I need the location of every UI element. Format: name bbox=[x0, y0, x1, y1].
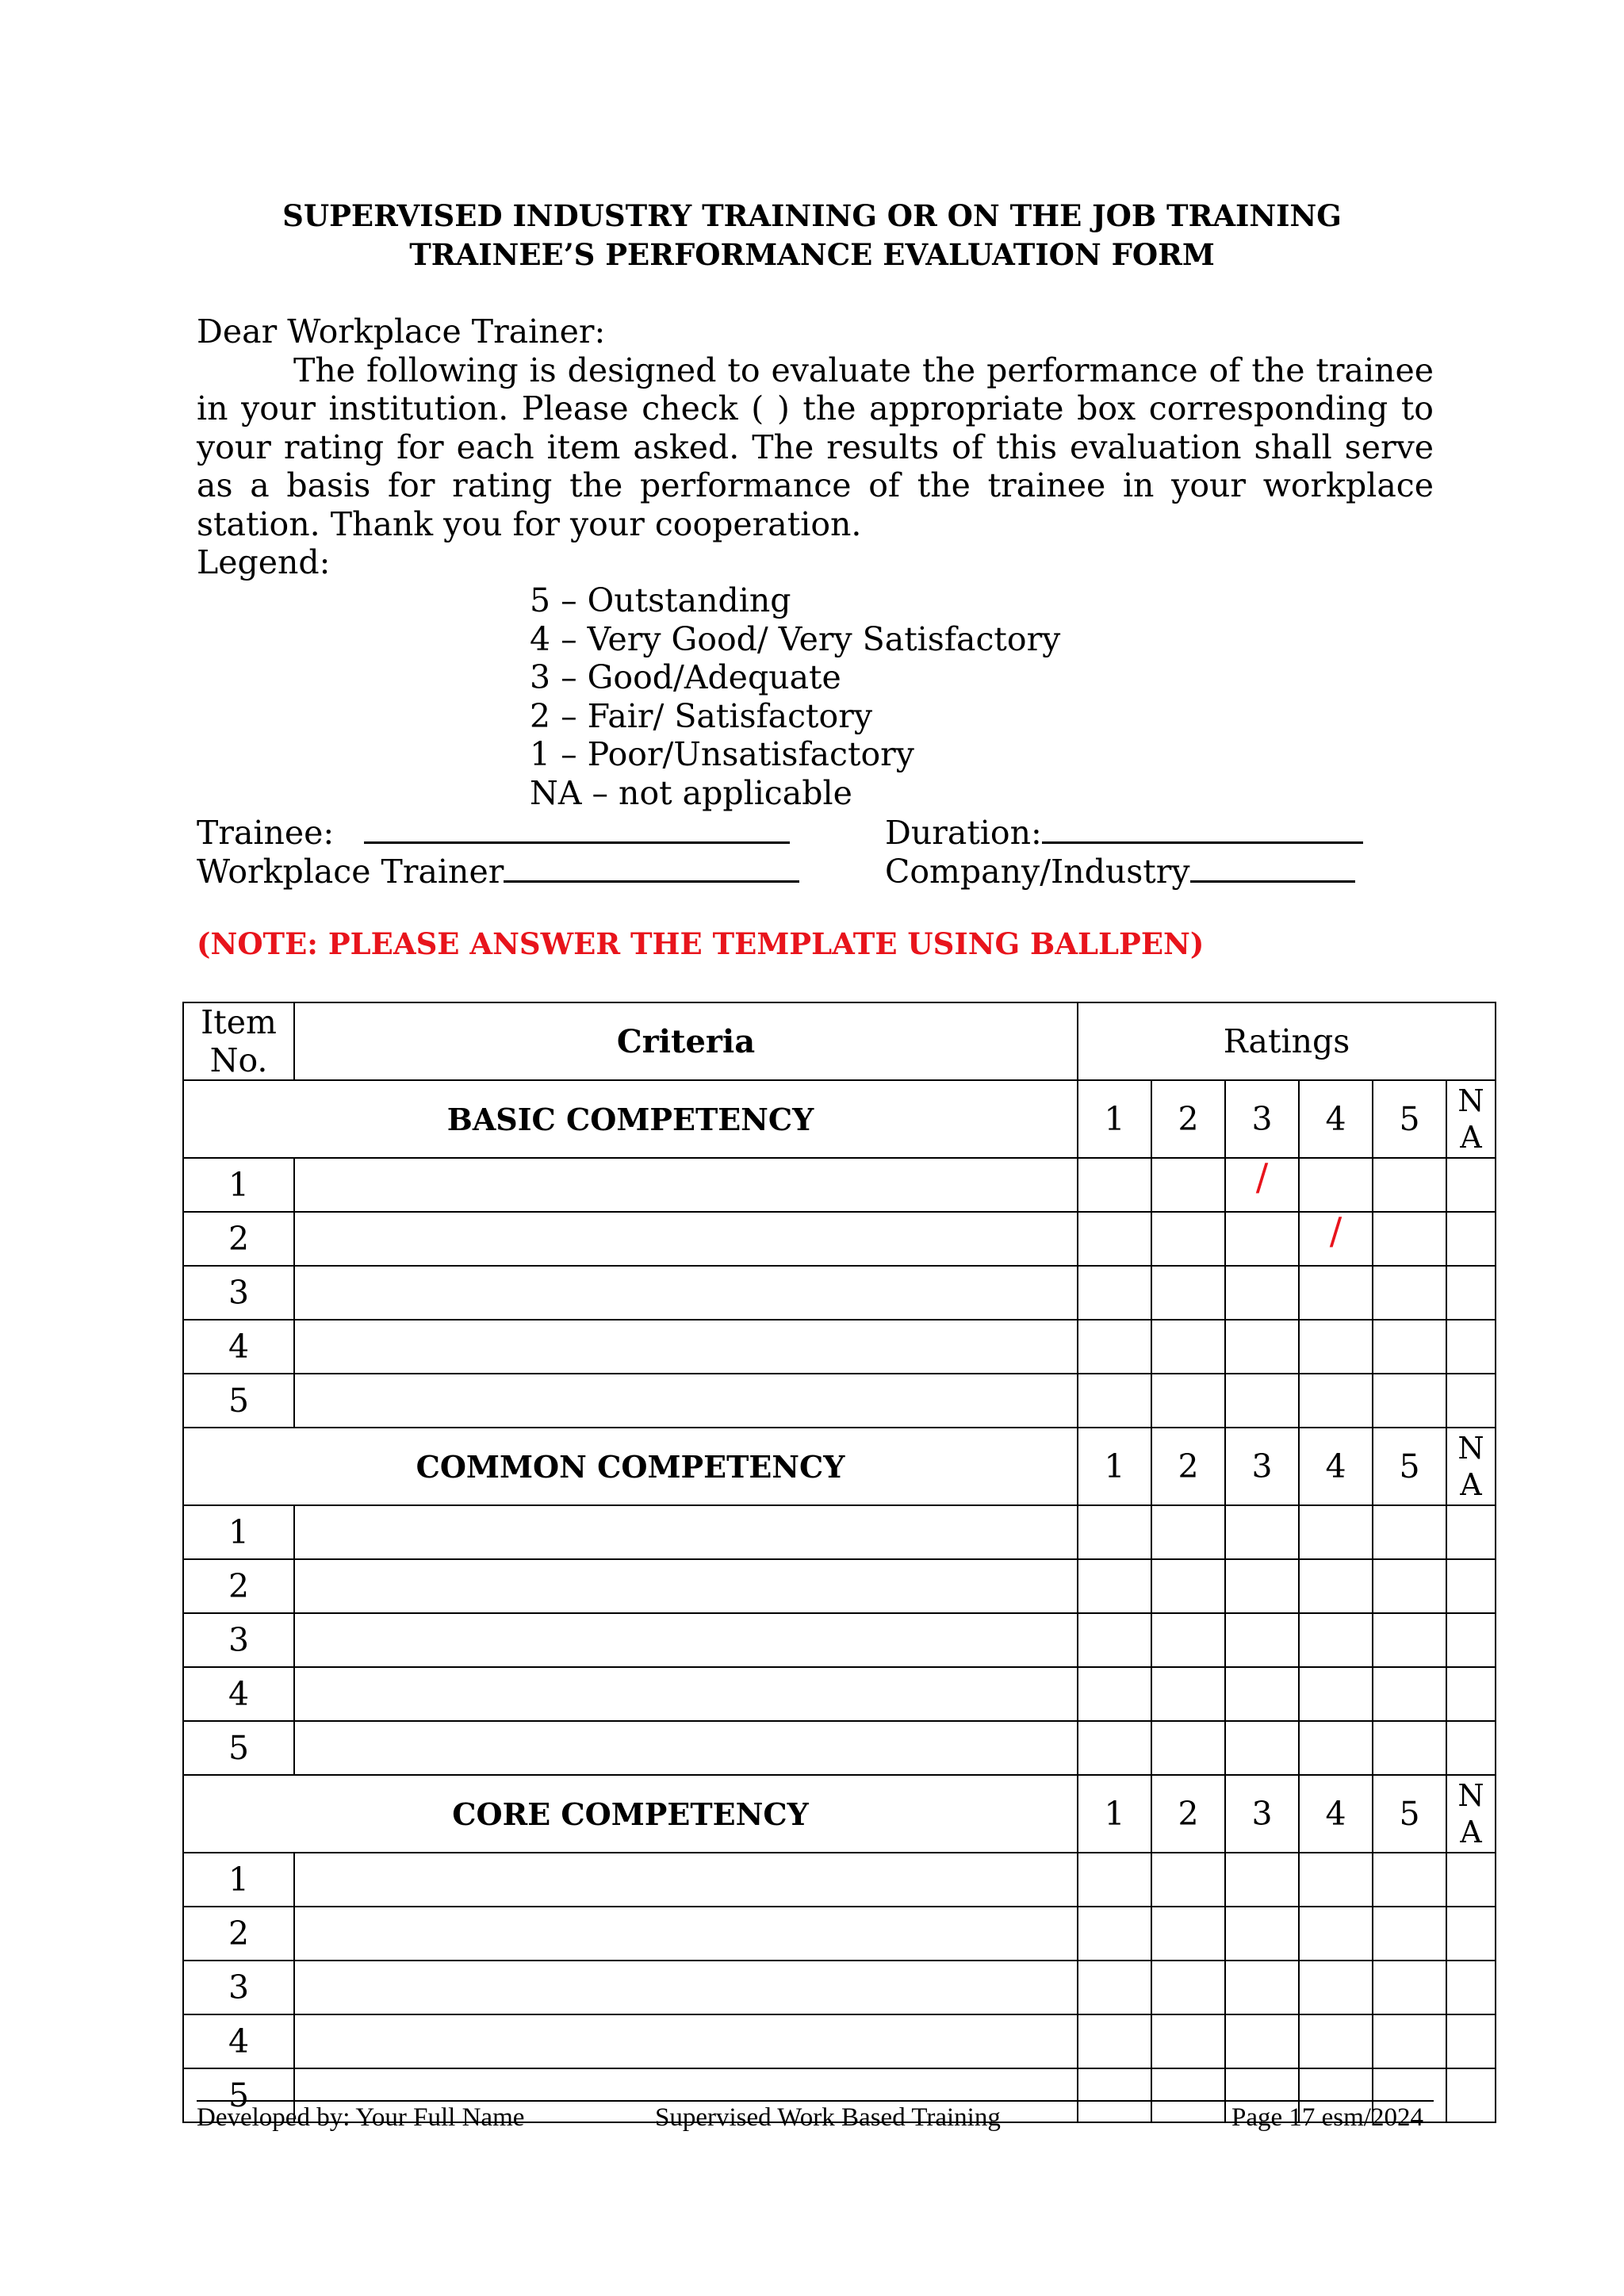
rating-cell-na[interactable] bbox=[1446, 1559, 1496, 1613]
rating-cell-4[interactable] bbox=[1299, 1853, 1373, 1907]
rating-scale-label: 4 bbox=[1299, 1775, 1373, 1853]
table-row bbox=[183, 1212, 1496, 1266]
rating-cell-4[interactable] bbox=[1299, 1505, 1373, 1559]
footer-developed-by: Developed by: Your Full Name bbox=[197, 2103, 525, 2132]
rating-scale-label: 4 bbox=[1299, 1080, 1373, 1158]
section-title: BASIC COMPETENCY bbox=[183, 1080, 1078, 1158]
item-number: 1 bbox=[183, 1158, 294, 1212]
legend-list bbox=[530, 581, 1060, 812]
legend-item: 1 – Poor/Unsatisfactory bbox=[530, 735, 914, 773]
rating-cell-2[interactable] bbox=[1151, 1158, 1225, 1212]
criteria-cell[interactable] bbox=[294, 1266, 1078, 1320]
rating-cell-2[interactable] bbox=[1151, 1559, 1225, 1613]
legend-item: 3 – Good/Adequate bbox=[530, 658, 841, 696]
rating-cell-5[interactable] bbox=[1373, 2014, 1446, 2068]
table-row bbox=[183, 1158, 1496, 1212]
rating-cell-1[interactable] bbox=[1078, 2068, 1151, 2122]
criteria-cell[interactable] bbox=[294, 1158, 1078, 1212]
rating-scale-label: 5 bbox=[1373, 1775, 1446, 1853]
duration-field bbox=[885, 814, 1363, 852]
duration-label: Duration: bbox=[885, 814, 1042, 852]
rating-cell-5[interactable] bbox=[1373, 1158, 1446, 1212]
table-row bbox=[183, 1721, 1496, 1775]
table-row bbox=[183, 1374, 1496, 1428]
table-row bbox=[183, 1266, 1496, 1320]
rating-cell-3[interactable] bbox=[1225, 1559, 1299, 1613]
na-label-bottom: A bbox=[1460, 1467, 1482, 1502]
section-header-row bbox=[183, 1428, 1496, 1505]
criteria-cell[interactable] bbox=[294, 1559, 1078, 1613]
footer-page: Page 17 esm/2024 bbox=[1231, 2103, 1423, 2132]
rating-cell-3[interactable] bbox=[1225, 1320, 1299, 1374]
rating-cell-4[interactable] bbox=[1299, 1961, 1373, 2014]
legend-item: 5 – Outstanding bbox=[530, 581, 791, 619]
rating-scale-label: 3 bbox=[1225, 1775, 1299, 1853]
rating-cell-3[interactable] bbox=[1225, 1158, 1299, 1212]
form-title-line-2: TRAINEE’S PERFORMANCE EVALUATION FORM bbox=[409, 237, 1215, 272]
criteria-cell[interactable] bbox=[294, 1505, 1078, 1559]
rating-cell-3[interactable] bbox=[1225, 1853, 1299, 1907]
rating-cell-na[interactable] bbox=[1446, 1853, 1496, 1907]
rating-cell-na[interactable] bbox=[1446, 1158, 1496, 1212]
item-number: 2 bbox=[183, 1559, 294, 1613]
form-title-line-1: SUPERVISED INDUSTRY TRAINING OR ON THE JOB TRAINING bbox=[282, 198, 1342, 233]
rating-cell-5[interactable] bbox=[1373, 1907, 1446, 1961]
table-row bbox=[183, 1320, 1496, 1374]
rating-cell-3[interactable] bbox=[1225, 1961, 1299, 2014]
rating-cell-na[interactable] bbox=[1446, 1374, 1496, 1428]
rating-cell-4[interactable] bbox=[1299, 1158, 1373, 1212]
table-row bbox=[183, 1961, 1496, 2014]
rating-scale-label: 3 bbox=[1225, 1080, 1299, 1158]
legend-item: 2 – Fair/ Satisfactory bbox=[530, 696, 872, 735]
evaluation-table bbox=[182, 1002, 1496, 2123]
criteria-cell[interactable] bbox=[294, 1667, 1078, 1721]
criteria-cell[interactable] bbox=[294, 1613, 1078, 1667]
company-field bbox=[885, 853, 1355, 891]
rating-cell-na[interactable] bbox=[1446, 1907, 1496, 1961]
rating-scale-label: 2 bbox=[1151, 1428, 1225, 1505]
rating-cell-1[interactable] bbox=[1078, 1266, 1151, 1320]
item-number: 1 bbox=[183, 1853, 294, 1907]
rating-cell-3[interactable] bbox=[1225, 1374, 1299, 1428]
check-mark: / bbox=[1329, 1209, 1342, 1252]
rating-cell-2[interactable] bbox=[1151, 1505, 1225, 1559]
rating-cell-1[interactable] bbox=[1078, 1158, 1151, 1212]
section-header-row bbox=[183, 1775, 1496, 1853]
rating-cell-1[interactable] bbox=[1078, 1320, 1151, 1374]
rating-cell-4[interactable] bbox=[1299, 1266, 1373, 1320]
rating-scale-label: 2 bbox=[1151, 1775, 1225, 1853]
criteria-cell[interactable] bbox=[294, 1961, 1078, 2014]
workplace-trainer-field bbox=[197, 853, 799, 891]
rating-cell-3[interactable] bbox=[1225, 1907, 1299, 1961]
rating-cell-na[interactable] bbox=[1446, 1266, 1496, 1320]
rating-cell-4[interactable] bbox=[1299, 1374, 1373, 1428]
rating-cell-1[interactable] bbox=[1078, 1721, 1151, 1775]
criteria-cell[interactable] bbox=[294, 1320, 1078, 1374]
rating-cell-5[interactable] bbox=[1373, 1559, 1446, 1613]
rating-scale-label: 5 bbox=[1373, 1080, 1446, 1158]
rating-cell-2[interactable] bbox=[1151, 1320, 1225, 1374]
item-number: 1 bbox=[183, 1505, 294, 1559]
rating-cell-4[interactable] bbox=[1299, 1721, 1373, 1775]
company-blank[interactable] bbox=[1190, 853, 1355, 883]
rating-cell-3[interactable] bbox=[1225, 1212, 1299, 1266]
rating-cell-1[interactable] bbox=[1078, 1212, 1151, 1266]
rating-scale-label: 3 bbox=[1225, 1428, 1299, 1505]
item-number: 5 bbox=[183, 1374, 294, 1428]
rating-cell-2[interactable] bbox=[1151, 1907, 1225, 1961]
rating-cell-na[interactable] bbox=[1446, 1667, 1496, 1721]
rating-cell-5[interactable] bbox=[1373, 1266, 1446, 1320]
rating-cell-5[interactable] bbox=[1373, 1320, 1446, 1374]
rating-cell-1[interactable] bbox=[1078, 1961, 1151, 2014]
na-label bbox=[1446, 1428, 1496, 1505]
duration-blank[interactable] bbox=[1042, 815, 1363, 844]
rating-scale-label: 1 bbox=[1078, 1775, 1151, 1853]
rating-cell-2[interactable] bbox=[1151, 1961, 1225, 2014]
rating-cell-na[interactable] bbox=[1446, 1961, 1496, 2014]
rating-cell-5[interactable] bbox=[1373, 1613, 1446, 1667]
rating-cell-5[interactable] bbox=[1373, 1721, 1446, 1775]
table-row bbox=[183, 1907, 1496, 1961]
rating-cell-2[interactable] bbox=[1151, 1667, 1225, 1721]
item-number: 3 bbox=[183, 1266, 294, 1320]
section-header-row bbox=[183, 1080, 1496, 1158]
ratings-header: Ratings bbox=[1078, 1002, 1496, 1080]
criteria-cell[interactable] bbox=[294, 1907, 1078, 1961]
item-number: 2 bbox=[183, 1212, 294, 1266]
rating-scale-label: 5 bbox=[1373, 1428, 1446, 1505]
item-number: 3 bbox=[183, 1961, 294, 2014]
rating-cell-3[interactable] bbox=[1225, 1613, 1299, 1667]
legend-label: Legend: bbox=[197, 543, 331, 581]
rating-cell-3[interactable] bbox=[1225, 1266, 1299, 1320]
rating-cell-na[interactable] bbox=[1446, 1721, 1496, 1775]
rating-cell-na[interactable] bbox=[1446, 2068, 1496, 2122]
table-row bbox=[183, 1613, 1496, 1667]
item-number: 3 bbox=[183, 1613, 294, 1667]
ballpen-note: (NOTE: PLEASE ANSWER THE TEMPLATE USING BALLPEN) bbox=[197, 926, 1205, 961]
rating-cell-1[interactable] bbox=[1078, 1559, 1151, 1613]
na-label bbox=[1446, 1080, 1496, 1158]
na-label-bottom: A bbox=[1460, 1120, 1482, 1155]
criteria-header: Criteria bbox=[294, 1002, 1078, 1080]
criteria-cell[interactable] bbox=[294, 1721, 1078, 1775]
na-label-top: N bbox=[1457, 1431, 1484, 1466]
table-row bbox=[183, 1667, 1496, 1721]
rating-cell-4[interactable] bbox=[1299, 1320, 1373, 1374]
criteria-cell[interactable] bbox=[294, 1212, 1078, 1266]
rating-cell-1[interactable] bbox=[1078, 1907, 1151, 1961]
rating-cell-2[interactable] bbox=[1151, 1374, 1225, 1428]
rating-cell-2[interactable] bbox=[1151, 1613, 1225, 1667]
rating-cell-2[interactable] bbox=[1151, 2068, 1225, 2122]
item-number: 5 bbox=[183, 1721, 294, 1775]
na-label-bottom: A bbox=[1460, 1815, 1482, 1849]
rating-cell-5[interactable] bbox=[1373, 1374, 1446, 1428]
check-mark: / bbox=[1255, 1156, 1269, 1198]
rating-cell-3[interactable] bbox=[1225, 1721, 1299, 1775]
rating-scale-label: 4 bbox=[1299, 1428, 1373, 1505]
rating-cell-3[interactable] bbox=[1225, 1505, 1299, 1559]
rating-cell-4[interactable] bbox=[1299, 1559, 1373, 1613]
rating-cell-2[interactable] bbox=[1151, 2014, 1225, 2068]
rating-cell-1[interactable] bbox=[1078, 2014, 1151, 2068]
item-number: 4 bbox=[183, 2014, 294, 2068]
rating-cell-4[interactable] bbox=[1299, 1907, 1373, 1961]
legend-item: NA – not applicable bbox=[530, 773, 852, 812]
rating-cell-1[interactable] bbox=[1078, 1667, 1151, 1721]
intro-block bbox=[197, 312, 1434, 582]
table-row bbox=[183, 1559, 1496, 1613]
section-title: CORE COMPETENCY bbox=[183, 1775, 1078, 1853]
rating-cell-5[interactable] bbox=[1373, 1961, 1446, 2014]
section-title: COMMON COMPETENCY bbox=[183, 1428, 1078, 1505]
rating-cell-3[interactable] bbox=[1225, 1667, 1299, 1721]
legend-item: 4 – Very Good/ Very Satisfactory bbox=[530, 619, 1061, 658]
criteria-cell[interactable] bbox=[294, 1853, 1078, 1907]
item-no-header: Item No. bbox=[183, 1002, 294, 1080]
rating-cell-1[interactable] bbox=[1078, 1505, 1151, 1559]
footer-center: Supervised Work Based Training bbox=[655, 2103, 1001, 2132]
rating-cell-4[interactable] bbox=[1299, 1667, 1373, 1721]
table-header-row bbox=[183, 1002, 1496, 1080]
company-label: Company/Industry bbox=[885, 853, 1190, 891]
rating-cell-5[interactable] bbox=[1373, 1667, 1446, 1721]
rating-cell-na[interactable] bbox=[1446, 2014, 1496, 2068]
rating-cell-2[interactable] bbox=[1151, 1212, 1225, 1266]
workplace-trainer-blank[interactable] bbox=[504, 853, 799, 883]
na-label-top: N bbox=[1457, 1778, 1484, 1813]
table-row bbox=[183, 2014, 1496, 2068]
table-row bbox=[183, 1505, 1496, 1559]
rating-cell-5[interactable] bbox=[1373, 1505, 1446, 1559]
rating-cell-2[interactable] bbox=[1151, 1853, 1225, 1907]
rating-cell-1[interactable] bbox=[1078, 1853, 1151, 1907]
rating-cell-4[interactable] bbox=[1299, 1613, 1373, 1667]
rating-scale-label: 1 bbox=[1078, 1428, 1151, 1505]
trainee-field bbox=[197, 814, 790, 852]
rating-cell-na[interactable] bbox=[1446, 1505, 1496, 1559]
rating-cell-na[interactable] bbox=[1446, 1212, 1496, 1266]
criteria-cell[interactable] bbox=[294, 2014, 1078, 2068]
rating-cell-1[interactable] bbox=[1078, 1613, 1151, 1667]
rating-cell-na[interactable] bbox=[1446, 1613, 1496, 1667]
rating-scale-label: 1 bbox=[1078, 1080, 1151, 1158]
rating-cell-2[interactable] bbox=[1151, 1266, 1225, 1320]
rating-cell-4[interactable] bbox=[1299, 1209, 1373, 1266]
rating-cell-5[interactable] bbox=[1373, 1212, 1446, 1266]
rating-cell-3[interactable] bbox=[1225, 2014, 1299, 2068]
rating-cell-4[interactable] bbox=[1299, 2014, 1373, 2068]
rating-scale-label: 2 bbox=[1151, 1080, 1225, 1158]
criteria-cell[interactable] bbox=[294, 1374, 1078, 1428]
rating-cell-5[interactable] bbox=[1373, 1853, 1446, 1907]
workplace-trainer-label: Workplace Trainer bbox=[197, 853, 504, 891]
item-number: 2 bbox=[183, 1907, 294, 1961]
salutation: Dear Workplace Trainer: bbox=[197, 312, 606, 351]
rating-cell-2[interactable] bbox=[1151, 1721, 1225, 1775]
item-number: 4 bbox=[183, 1667, 294, 1721]
item-number: 4 bbox=[183, 1320, 294, 1374]
na-label-top: N bbox=[1457, 1083, 1484, 1118]
item-number: 5 bbox=[183, 2068, 294, 2122]
rating-cell-1[interactable] bbox=[1078, 1374, 1151, 1428]
na-label bbox=[1446, 1775, 1496, 1853]
intro-paragraph: The following is designed to evaluate the performance of the trainee in your institution. Please check ( ) the appropriate box corresponding to your rating for each item asked. The results of this evaluation shall serve as a basis for rating the performance of the trainee in your workplace station. Thank you for your cooperation. bbox=[197, 351, 1434, 543]
table-row bbox=[183, 1853, 1496, 1907]
trainee-label: Trainee: bbox=[197, 814, 335, 852]
footer-rule bbox=[197, 2100, 1434, 2102]
trainee-blank[interactable] bbox=[364, 815, 790, 844]
rating-cell-na[interactable] bbox=[1446, 1320, 1496, 1374]
